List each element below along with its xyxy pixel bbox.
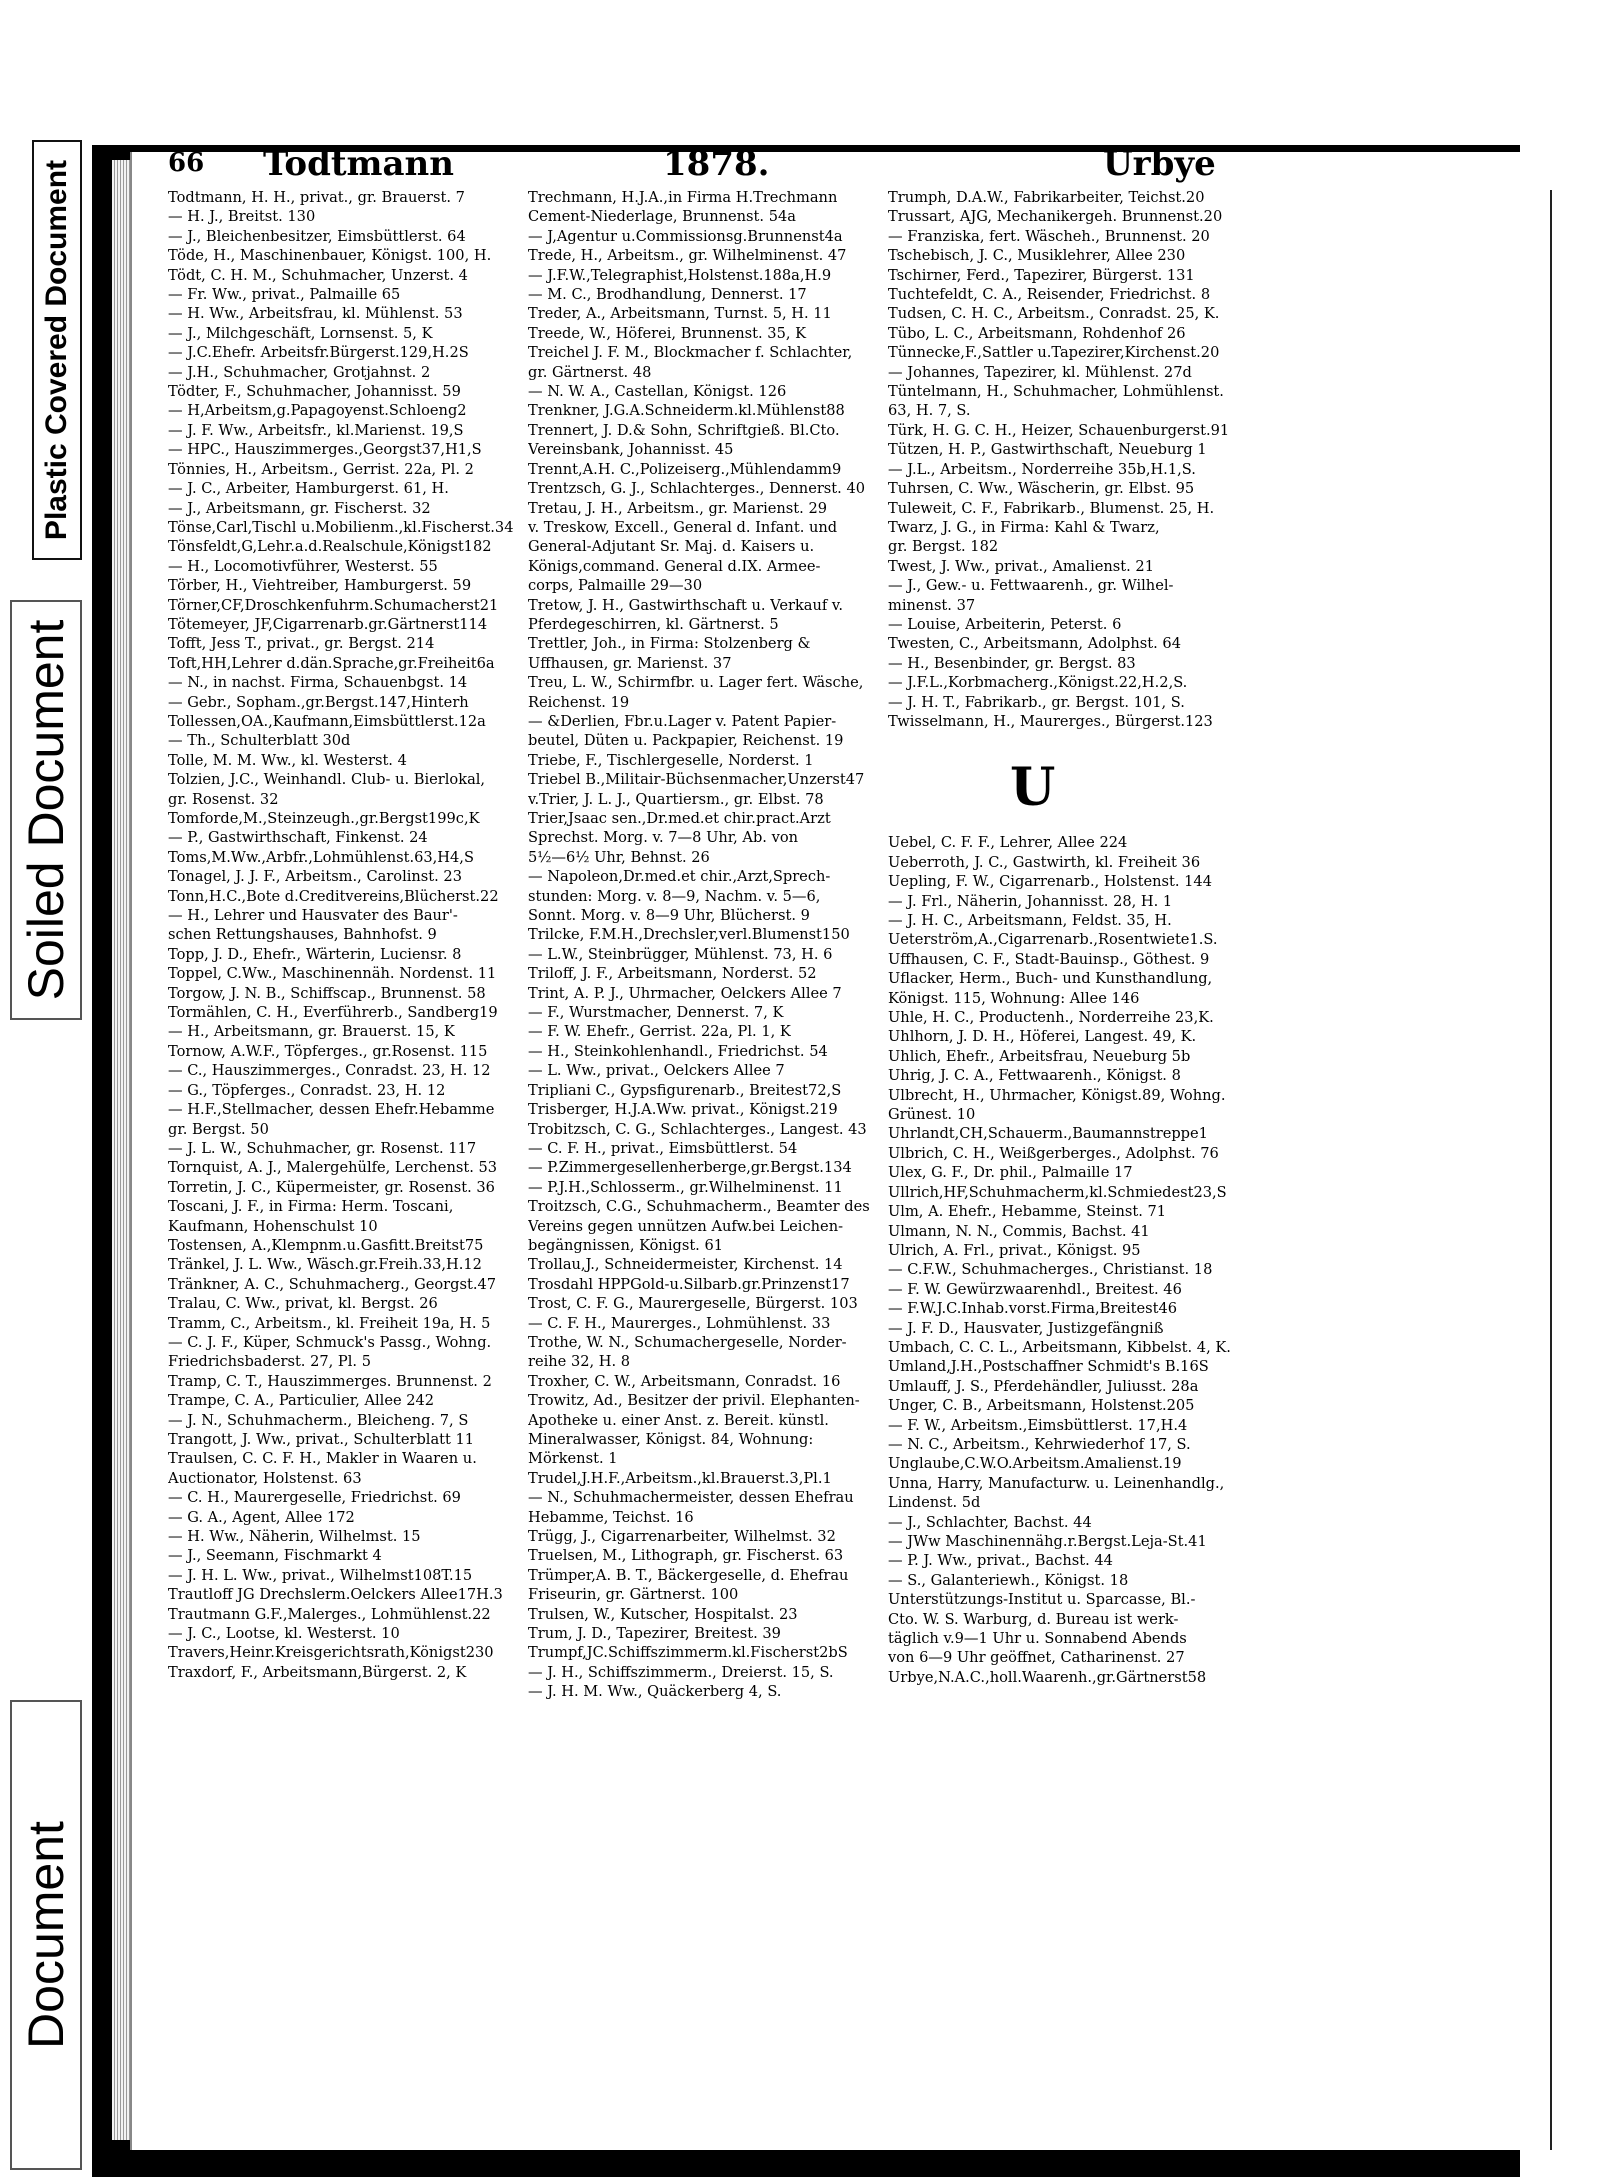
- directory-entry: — J.F.L.,Korbmacherg.,Königst.22,H.2,S.: [888, 674, 1188, 692]
- directory-entry: — L.W., Steinbrügger, Mühlenst. 73, H. 6: [528, 945, 833, 963]
- directory-entry: Tomforde,M.,Steinzeugh.,gr.Bergst199c,K: [168, 810, 480, 827]
- directory-entry: — J. H., Schiffszimmerm., Dreierst. 15, S.: [528, 1663, 834, 1681]
- scan-top-margin: [92, 0, 1600, 145]
- directory-entry: Ulmann, N. N., Commis, Bachst. 41: [888, 1222, 1150, 1240]
- directory-entry: Törner,CF,Droschkenfuhrm.Schumacherst21: [168, 596, 499, 614]
- directory-entry: — J. L. W., Schuhmacher, gr. Rosenst. 117: [168, 1139, 477, 1157]
- directory-entry: Friedrichsbaderst. 27, Pl. 5: [168, 1353, 371, 1371]
- tab-label-plastic: Plastic Covered Document: [40, 159, 73, 541]
- directory-entry: Törber, H., Viehtreiber, Hamburgerst. 59: [168, 577, 472, 595]
- directory-entry: Umbach, C. C. L., Arbeitsmann, Kibbelst. 4, K.: [888, 1338, 1231, 1356]
- directory-entry: Toppel, C.Ww., Maschinennäh. Nordenst. 11: [168, 965, 497, 983]
- directory-entry: — N. C., Arbeitsm., Kehrwiederhof 17, S.: [888, 1435, 1191, 1453]
- directory-entry: — H., Lehrer und Hausvater des Baur'-: [168, 907, 458, 925]
- directory-entry: — H. Ww., Arbeitsfrau, kl. Mühlenst. 53: [168, 305, 463, 323]
- directory-entry: — G. A., Agent, Allee 172: [168, 1508, 355, 1526]
- directory-entry: Torretin, J. C., Küpermeister, gr. Rosenst. 36: [168, 1178, 495, 1196]
- directory-entry: Tolzien, J.C., Weinhandl. Club- u. Bierlokal,: [168, 771, 486, 789]
- directory-entry: Trobitzsch, C. G., Schlachterges., Langest. 43: [528, 1120, 867, 1138]
- directory-entry: — C. J. F., Küper, Schmuck's Passg., Wohng.: [168, 1333, 492, 1351]
- directory-entry: Tolle, M. M. Ww., kl. Westerst. 4: [168, 751, 407, 769]
- directory-entry: beutel, Düten u. Packpapier, Reichenst. 19: [528, 732, 844, 750]
- header-year: 1878.: [663, 144, 770, 184]
- directory-entry: — N., in nachst. Firma, Schauenbgst. 14: [168, 674, 468, 692]
- directory-entry: Tonagel, J. J. F., Arbeitsm., Carolinst. 23: [168, 868, 463, 886]
- directory-entry: — H., Besenbinder, gr. Bergst. 83: [888, 654, 1136, 672]
- directory-entry: Tofft, Jess T., privat., gr. Bergst. 214: [168, 635, 435, 653]
- directory-entry: Tornquist, A. J., Malergehülfe, Lerchenst. 53: [168, 1159, 498, 1177]
- directory-entry: Tödter, F., Schuhmacher, Johannisst. 59: [168, 383, 461, 401]
- directory-entry: Trechmann, H.J.A.,in Firma H.Trechmann: [528, 189, 838, 206]
- directory-entry: Tormählen, C. H., Everführerb., Sandberg19: [168, 1004, 498, 1022]
- directory-entry: Tuhrsen, C. Ww., Wäscherin, gr. Elbst. 95: [888, 480, 1195, 498]
- directory-entry: Uhrlandt,CH,Schauerm.,Baumannstreppe1: [888, 1125, 1208, 1143]
- directory-entry: Tränkel, J. L. Ww., Wäsch.gr.Freih.33,H.12: [168, 1256, 482, 1274]
- directory-entry: Tollessen,OA.,Kaufmann,Eimsbüttlerst.12a: [168, 712, 486, 730]
- directory-entry: — J. F. D., Hausvater, Justizgefängniß: [888, 1319, 1164, 1337]
- directory-entry: Twisselmann, H., Maurerges., Bürgerst.123: [888, 712, 1213, 730]
- directory-entry: — C.F.W., Schuhmacherges., Christianst. 18: [888, 1261, 1213, 1279]
- directory-entry: Tramp, C. T., Hauszimmerges. Brunnenst. 2: [168, 1372, 492, 1390]
- directory-entry: Pferdegeschirren, kl. Gärtnerst. 5: [528, 615, 779, 633]
- directory-entry: — N., Schuhmachermeister, dessen Ehefrau: [528, 1489, 854, 1507]
- directory-entry: Unger, C. B., Arbeitsmann, Holstenst.205: [888, 1397, 1195, 1415]
- directory-entry: Topp, J. D., Ehefr., Wärterin, Luciensr. 8: [168, 945, 462, 963]
- directory-entry: Mineralwasser, Königst. 84, Wohnung:: [528, 1431, 814, 1448]
- directory-entry: Tötemeyer, JF,Cigarrenarb.gr.Gärtnerst114: [168, 615, 488, 633]
- directory-entry: Trangott, J. Ww., privat., Schulterblatt 11: [168, 1431, 475, 1448]
- directory-entry: minenst. 37: [888, 596, 976, 614]
- directory-entry: — L. Ww., privat., Oelckers Allee 7: [528, 1062, 785, 1080]
- directory-entry: Torgow, J. N. B., Schiffscap., Brunnenst. 58: [168, 984, 486, 1002]
- directory-entry: Trier,Jsaac sen.,Dr.med.et chir.pract.Arzt: [528, 810, 831, 827]
- directory-entry: — Fr. Ww., privat., Palmaille 65: [168, 286, 401, 304]
- directory-entry: Trilcke, F.M.H.,Drechsler,verl.Blumenst150: [528, 926, 850, 944]
- directory-entry: Trettler, Joh., in Firma: Stolzenberg &: [528, 635, 811, 653]
- directory-entry: Triloff, J. F., Arbeitsmann, Norderst. 52: [528, 965, 817, 983]
- directory-entry: Ulbrich, C. H., Weißgerberges., Adolphst. 76: [888, 1144, 1219, 1162]
- directory-entry: — C. H., Maurergeselle, Friedrichst. 69: [168, 1489, 461, 1507]
- directory-entry: reihe 32, H. 8: [528, 1353, 631, 1371]
- directory-entry: — Louise, Arbeiterin, Peterst. 6: [888, 615, 1122, 633]
- directory-entry: — H.F.,Stellmacher, dessen Ehefr.Hebamme: [168, 1101, 495, 1119]
- directory-entry: Trowitz, Ad., Besitzer der privil. Elephanten-: [528, 1392, 860, 1410]
- directory-entry: Urbye,N.A.C.,holl.Waarenh.,gr.Gärtnerst58: [888, 1668, 1207, 1686]
- directory-entry: Ueberroth, J. C., Gastwirth, kl. Freiheit 36: [888, 853, 1201, 871]
- directory-entry: — C. F. H., Maurerges., Lohmühlenst. 33: [528, 1314, 831, 1332]
- directory-entry: begängnissen, Königst. 61: [528, 1236, 724, 1254]
- directory-entry: — G., Töpferges., Conradst. 23, H. 12: [168, 1081, 446, 1099]
- directory-entry: Trum, J. D., Tapezirer, Breitest. 39: [528, 1625, 781, 1643]
- directory-entry: Tuleweit, C. F., Fabrikarb., Blumenst. 25, H.: [888, 499, 1215, 517]
- directory-entry: Friseurin, gr. Gärtnerst. 100: [528, 1586, 739, 1604]
- directory-entry: stunden: Morg. v. 8—9, Nachm. v. 5—6,: [528, 887, 821, 905]
- directory-entry: Trennert, J. D.& Sohn, Schriftgieß. Bl.Cto.: [528, 421, 840, 439]
- tab-label-soiled: Soiled Document: [18, 619, 74, 1001]
- directory-entry: Trennt,A.H. C.,Polizeiserg.,Mühlendamm9: [528, 460, 842, 478]
- directory-entry: — H., Locomotivführer, Westerst. 55: [168, 557, 438, 575]
- directory-entry: — J.L., Arbeitsm., Norderreihe 35b,H.1,S.: [888, 460, 1196, 478]
- directory-entry: v. Treskow, Excell., General d. Infant. und: [528, 518, 838, 536]
- directory-entry: Unna, Harry, Manufacturw. u. Leinenhandlg.,: [888, 1474, 1225, 1492]
- directory-entry: Tödt, C. H. M., Schuhmacher, Unzerst. 4: [168, 266, 468, 284]
- directory-column-3: [888, 188, 1268, 1687]
- tab-document[interactable]: [10, 1700, 82, 2170]
- directory-column-2: [528, 188, 886, 1702]
- directory-entry: — P.Zimmergesellenherberge,gr.Bergst.134: [528, 1159, 852, 1177]
- directory-entry: Troxher, C. W., Arbeitsmann, Conradst. 16: [528, 1372, 841, 1390]
- directory-entry: — J,Agentur u.Commissionsg.Brunnenst4a: [528, 227, 843, 245]
- directory-entry: gr. Bergst. 50: [168, 1120, 269, 1138]
- directory-entry: — J.H., Schuhmacher, Grotjahnst. 2: [168, 363, 431, 381]
- directory-entry: Treu, L. W., Schirmfbr. u. Lager fert. Wäsche,: [528, 674, 864, 692]
- directory-entry: Cement-Niederlage, Brunnenst. 54a: [528, 208, 796, 226]
- directory-entry: — J. Frl., Näherin, Johannisst. 28, H. 1: [888, 892, 1173, 910]
- directory-entry: Triebel B.,Militair-Büchsenmacher,Unzerst47: [528, 771, 865, 789]
- directory-entry: — C., Hauszimmerges., Conradst. 23, H. 12: [168, 1062, 491, 1080]
- directory-entry: — J. H. C., Arbeitsmann, Feldst. 35, H.: [888, 912, 1172, 929]
- directory-entry: Tünnecke,F.,Sattler u.Tapezirer,Kirchenst.20: [888, 344, 1220, 362]
- section-letter: U: [1010, 757, 1056, 819]
- tab-plastic-covered-document[interactable]: [32, 140, 82, 560]
- directory-entry: Trenkner, J.G.A.Schneiderm.kl.Mühlenst88: [528, 402, 845, 420]
- directory-entry: Tripliani C., Gypsfigurenarb., Breitest72,S: [528, 1081, 842, 1099]
- directory-entry: — J., Bleichenbesitzer, Eimsbüttlerst. 64: [168, 227, 466, 245]
- directory-entry: Sprechst. Morg. v. 7—8 Uhr, Ab. von: [528, 829, 799, 847]
- directory-entry: Tretow, J. H., Gastwirthschaft u. Verkauf v.: [528, 596, 844, 614]
- directory-entry: täglich v.9—1 Uhr u. Sonnabend Abends: [888, 1630, 1187, 1648]
- directory-entry: — H. J., Breitst. 130: [168, 208, 316, 226]
- directory-entry: Tuchtefeldt, C. A., Reisender, Friedrichst. 8: [888, 286, 1211, 304]
- directory-entry: Hebamme, Teichst. 16: [528, 1508, 694, 1526]
- directory-entry: Trothe, W. N., Schumachergeselle, Norder-: [528, 1333, 847, 1351]
- directory-entry: — C. F. H., privat., Eimsbüttlerst. 54: [528, 1139, 798, 1157]
- directory-entry: — N. W. A., Castellan, Königst. 126: [528, 383, 787, 401]
- directory-entry: 63, H. 7, S.: [888, 402, 971, 420]
- directory-entry: Treichel J. F. M., Blockmacher f. Schlachter,: [528, 344, 853, 362]
- directory-entry: Auctionator, Holstenst. 63: [168, 1469, 362, 1487]
- directory-entry: — F., Wurstmacher, Dennerst. 7, K: [528, 1004, 784, 1022]
- directory-entry: — J., Seemann, Fischmarkt 4: [168, 1547, 382, 1565]
- directory-entry: — P.J.H.,Schlosserm., gr.Wilhelminenst. 11: [528, 1178, 843, 1196]
- directory-entry: Trudel,J.H.F.,Arbeitsm.,kl.Brauerst.3,Pl.1: [528, 1469, 832, 1487]
- directory-entry: gr. Bergst. 182: [888, 538, 999, 556]
- directory-entry: Lindenst. 5d: [888, 1494, 981, 1512]
- directory-entry: Trede, H., Arbeitsm., gr. Wilhelminenst. 47: [528, 247, 847, 265]
- directory-entry: Ueterström,A.,Cigarrenarb.,Rosentwiete1.S.: [888, 931, 1218, 949]
- directory-entry: — S., Galanteriewh., Königst. 18: [888, 1571, 1129, 1589]
- directory-entry: — J., Milchgeschäft, Lornsenst. 5, K: [168, 324, 433, 342]
- directory-entry: v.Trier, J. L. J., Quartiersm., gr. Elbst. 78: [528, 790, 824, 808]
- directory-entry: Uebel, C. F. F., Lehrer, Allee 224: [888, 834, 1128, 852]
- directory-entry: — J. C., Lootse, kl. Westerst. 10: [168, 1625, 400, 1643]
- directory-entry: Traxdorf, F., Arbeitsmann,Bürgerst. 2, K: [168, 1663, 467, 1681]
- directory-entry: Trumph, D.A.W., Fabrikarbeiter, Teichst.20: [888, 189, 1205, 206]
- directory-entry: Trumpf,JC.Schiffszimmerm.kl.Fischerst2bS: [528, 1644, 848, 1662]
- directory-entry: Trautloff JG Drechslerm.Oelckers Allee17H.3: [168, 1586, 503, 1604]
- directory-entry: — J., Schlachter, Bachst. 44: [888, 1513, 1092, 1531]
- directory-entry: — Napoleon,Dr.med.et chir.,Arzt,Sprech-: [528, 868, 831, 886]
- directory-entry: Trint, A. P. J., Uhrmacher, Oelckers Allee 7: [528, 984, 842, 1002]
- directory-entry: Ulm, A. Ehefr., Hebamme, Steinst. 71: [888, 1203, 1167, 1221]
- column-3-top-entries: [888, 188, 1268, 731]
- directory-entry: Unterstützungs-Institut u. Sparcasse, Bl.-: [888, 1591, 1196, 1609]
- directory-entry: — J. C., Arbeiter, Hamburgerst. 61, H.: [168, 480, 449, 498]
- directory-entry: schen Rettungshauses, Bahnhofst. 9: [168, 926, 437, 944]
- page-header: [168, 144, 1228, 188]
- directory-entry: Tostensen, A.,Klempnm.u.Gasfitt.Breitst75: [168, 1236, 484, 1254]
- directory-entry: Umland,J.H.,Postschaffner Schmidt's B.16S: [888, 1358, 1209, 1376]
- header-left-keyword: Todtmann: [263, 144, 455, 184]
- directory-entry: Ulex, G. F., Dr. phil., Palmaille 17: [888, 1164, 1133, 1182]
- directory-entry: — H. Ww., Näherin, Wilhelmst. 15: [168, 1528, 421, 1546]
- directory-entry: — J. H. T., Fabrikarb., gr. Bergst. 101, S.: [888, 693, 1185, 711]
- directory-entry: Troitzsch, C.G., Schuhmacherm., Beamter des: [528, 1198, 870, 1216]
- directory-entry: Trentzsch, G. J., Schlachterges., Dennerst. 40: [528, 480, 866, 498]
- directory-entry: — J.C.Ehefr. Arbeitsfr.Bürgerst.129,H.2S: [168, 344, 469, 362]
- directory-entry: Trümper,A. B. T., Bäckergeselle, d. Ehefrau: [528, 1566, 849, 1584]
- page-number: 66: [168, 148, 205, 178]
- directory-entry: — HPC., Hauszimmerges.,Georgst37,H1,S: [168, 441, 482, 459]
- directory-entry: corps, Palmaille 29—30: [528, 577, 703, 595]
- directory-entry: Trost, C. F. G., Maurergeselle, Bürgerst. 103: [528, 1295, 858, 1313]
- directory-entry: General-Adjutant Sr. Maj. d. Kaisers u.: [528, 538, 815, 556]
- directory-entry: Mörkenst. 1: [528, 1450, 618, 1468]
- directory-entry: Vereinsbank, Johannisst. 45: [528, 441, 734, 459]
- directory-entry: Truelsen, M., Lithograph, gr. Fischerst. 63: [528, 1547, 844, 1565]
- directory-entry: Tränkner, A. C., Schuhmacherg., Georgst.47: [168, 1275, 497, 1293]
- directory-entry: Twesten, C., Arbeitsmann, Adolphst. 64: [888, 635, 1181, 653]
- directory-entry: Travers,Heinr.Kreisgerichtsrath,Königst230: [168, 1644, 494, 1662]
- directory-entry: — J. N., Schuhmacherm., Bleicheng. 7, S: [168, 1411, 469, 1429]
- directory-entry: Sonnt. Morg. v. 8—9 Uhr, Blücherst. 9: [528, 907, 810, 925]
- directory-entry: Trisberger, H.J.A.Ww. privat., Königst.219: [528, 1101, 838, 1119]
- directory-entry: Kaufmann, Hohenschulst 10: [168, 1217, 378, 1235]
- directory-entry: Trussart, AJG, Mechanikergeh. Brunnenst.20: [888, 208, 1223, 226]
- directory-entry: Töde, H., Maschinenbauer, Königst. 100, H.: [168, 247, 492, 265]
- directory-entry: Toscani, J. F., in Firma: Herm. Toscani,: [168, 1198, 454, 1216]
- directory-entry: — Johannes, Tapezirer, kl. Mühlenst. 27d: [888, 363, 1192, 381]
- directory-entry: Uhlhorn, J. D. H., Höferei, Langest. 49, K.: [888, 1028, 1197, 1046]
- directory-entry: Uhlich, Ehefr., Arbeitsfrau, Neueburg 5b: [888, 1047, 1191, 1065]
- directory-entry: Trampe, C. A., Particulier, Allee 242: [168, 1392, 435, 1410]
- directory-entry: von 6—9 Uhr geöffnet, Catharinenst. 27: [888, 1649, 1185, 1667]
- directory-entry: Tübo, L. C., Arbeitsmann, Rohdenhof 26: [888, 324, 1186, 342]
- directory-entry: Treder, A., Arbeitsmann, Turnst. 5, H. 11: [528, 305, 832, 323]
- directory-entry: Traulsen, C. C. F. H., Makler in Waaren u.: [168, 1450, 477, 1468]
- directory-entry: Triebe, F., Tischlergeselle, Norderst. 1: [528, 751, 814, 769]
- directory-entry: Todtmann, H. H., privat., gr. Brauerst. 7: [168, 189, 465, 206]
- directory-entry: — F.W.J.C.Inhab.vorst.Firma,Breitest46: [888, 1300, 1178, 1318]
- directory-entry: gr. Rosenst. 32: [168, 790, 279, 808]
- directory-entry: Uhrig, J. C. A., Fettwaarenh., Königst. 8: [888, 1067, 1181, 1085]
- directory-entry: Tramm, C., Arbeitsm., kl. Freiheit 19a, H. 5: [168, 1314, 491, 1332]
- directory-entry: Tretau, J. H., Arbeitsm., gr. Marienst. 29: [528, 499, 828, 517]
- directory-entry: — F. W., Arbeitsm.,Eimsbüttlerst. 17,H.4: [888, 1416, 1188, 1434]
- directory-entry: Tschebisch, J. C., Musiklehrer, Allee 230: [888, 247, 1186, 265]
- directory-entry: Tudsen, C. H. C., Arbeitsm., Conradst. 25, K.: [888, 305, 1220, 323]
- directory-entry: — Gebr., Sopham.,gr.Bergst.147,Hinterh: [168, 693, 469, 711]
- directory-entry: Trollau,J., Schneidermeister, Kirchenst. 14: [528, 1256, 843, 1274]
- directory-entry: Trügg, J., Cigarrenarbeiter, Wilhelmst. 32: [528, 1528, 836, 1546]
- directory-entry: Tützen, H. P., Gastwirthschaft, Neueburg 1: [888, 441, 1207, 459]
- directory-entry: Tonn,H.C.,Bote d.Creditvereins,Blücherst.22: [168, 887, 499, 905]
- directory-entry: — F. W. Ehefr., Gerrist. 22a, Pl. 1, K: [528, 1023, 791, 1041]
- directory-entry: — H., Steinkohlenhandl., Friedrichst. 54: [528, 1042, 828, 1060]
- directory-entry: Toft,HH,Lehrer d.dän.Sprache,gr.Freiheit6a: [168, 654, 495, 672]
- directory-entry: — P., Gastwirthschaft, Finkenst. 24: [168, 829, 428, 847]
- directory-entry: Treede, W., Höferei, Brunnenst. 35, K: [528, 324, 807, 342]
- directory-entry: — J. H. M. Ww., Quäckerberg 4, S.: [528, 1683, 782, 1701]
- directory-entry: — Th., Schulterblatt 30d: [168, 732, 351, 750]
- directory-entry: Umlauff, J. S., Pferdehändler, Juliusst. 28a: [888, 1377, 1199, 1395]
- directory-entry: — J., Arbeitsmann, gr. Fischerst. 32: [168, 499, 431, 517]
- directory-entry: Trulsen, W., Kutscher, Hospitalst. 23: [528, 1605, 798, 1623]
- sidebar-tabs: [0, 0, 92, 2177]
- directory-entry: Tornow, A.W.F., Töpferges., gr.Rosenst. 115: [168, 1042, 488, 1060]
- directory-entry: — J.F.W.,Telegraphist,Holstenst.188a,H.9: [528, 266, 832, 284]
- directory-entry: — H., Arbeitsmann, gr. Brauerst. 15, K: [168, 1023, 455, 1041]
- directory-entry: — J. F. Ww., Arbeitsfr., kl.Marienst. 19,S: [168, 421, 464, 439]
- directory-entry: 5½—6½ Uhr, Behnst. 26: [528, 848, 710, 866]
- tab-soiled-document[interactable]: [10, 600, 82, 1020]
- directory-entry: Tönsfeldt,G,Lehr.a.d.Realschule,Königst182: [168, 538, 492, 556]
- directory-entry: Uffhausen, gr. Marienst. 37: [528, 654, 732, 672]
- directory-entry: — &Derlien, Fbr.u.Lager v. Patent Papier-: [528, 712, 837, 730]
- directory-entry: Türk, H. G. C. H., Heizer, Schauenburgerst.91: [888, 421, 1230, 439]
- column-3-bottom-entries: [888, 833, 1268, 1687]
- next-page-edge: [1550, 190, 1600, 2150]
- directory-entry: — JWw Maschinennähg.r.Bergst.Leja-St.41: [888, 1533, 1207, 1550]
- directory-entry: Cto. W. S. Warburg, d. Bureau ist werk-: [888, 1610, 1179, 1628]
- directory-entry: Uhle, H. C., Productenh., Norderreihe 23,K.: [888, 1009, 1214, 1027]
- directory-column-1: [168, 188, 526, 1682]
- directory-entry: — P. J. Ww., privat., Bachst. 44: [888, 1552, 1113, 1570]
- directory-entry: Ulrich, A. Frl., privat., Königst. 95: [888, 1241, 1141, 1259]
- directory-entry: Tönse,Carl,Tischl u.Mobilienm.,kl.Fischerst.34: [168, 518, 514, 536]
- directory-entry: Ulbrecht, H., Uhrmacher, Königst.89, Wohng.: [888, 1086, 1226, 1104]
- directory-entry: — Franziska, fert. Wäscheh., Brunnenst. 20: [888, 227, 1210, 245]
- directory-entry: — M. C., Brodhandlung, Dennerst. 17: [528, 286, 807, 304]
- directory-entry: — J., Gew.- u. Fettwaarenh., gr. Wilhel-: [888, 577, 1174, 595]
- directory-entry: Twarz, J. G., in Firma: Kahl & Twarz,: [888, 518, 1160, 536]
- header-right-keyword: Urbye: [1103, 144, 1216, 184]
- directory-entry: Apotheke u. einer Anst. z. Bereit. künstl.: [528, 1411, 829, 1429]
- directory-entry: Twest, J. Ww., privat., Amalienst. 21: [888, 557, 1155, 575]
- directory-entry: Tralau, C. Ww., privat, kl. Bergst. 26: [168, 1295, 438, 1313]
- directory-entry: Uflacker, Herm., Buch- und Kunsthandlung,: [888, 970, 1213, 988]
- directory-entry: Königs,command. General d.IX. Armee-: [528, 557, 821, 575]
- directory-entry: — H,Arbeitsm,g.Papagoyenst.Schloeng2: [168, 402, 467, 420]
- directory-entry: Trosdahl HPPGold-u.Silbarb.gr.Prinzenst17: [528, 1275, 850, 1293]
- directory-entry: gr. Gärtnerst. 48: [528, 363, 652, 381]
- directory-entry: Tüntelmann, H., Schuhmacher, Lohmühlenst.: [888, 383, 1224, 401]
- directory-entry: Trautmann G.F.,Malerges., Lohmühlenst.22: [168, 1605, 491, 1623]
- directory-entry: Unglaube,C.W.O.Arbeitsm.Amalienst.19: [888, 1455, 1182, 1473]
- directory-entry: — J. H. L. Ww., privat., Wilhelmst108T.15: [168, 1566, 473, 1584]
- directory-entry: Reichenst. 19: [528, 693, 630, 711]
- directory-entry: Königst. 115, Wohnung: Allee 146: [888, 989, 1140, 1007]
- directory-entry: Toms,M.Ww.,Arbfr.,Lohmühlenst.63,H4,S: [168, 848, 474, 866]
- directory-entry: Ullrich,HF,Schuhmacherm,kl.Schmiedest23,S: [888, 1183, 1227, 1201]
- directory-entry: Tschirner, Ferd., Tapezirer, Bürgerst. 131: [888, 266, 1195, 284]
- directory-entry: — F. W. Gewürzwaarenhdl., Breitest. 46: [888, 1280, 1182, 1298]
- directory-entry: Vereins gegen unnützen Aufw.bei Leichen-: [528, 1217, 844, 1235]
- directory-entry: Uffhausen, C. F., Stadt-Bauinsp., Göthest. 9: [888, 950, 1210, 968]
- tab-label-document: Document: [18, 1821, 74, 2049]
- directory-entry: Uepling, F. W., Cigarrenarb., Holstenst. 144: [888, 873, 1212, 891]
- directory-entry: Tönnies, H., Arbeitsm., Gerrist. 22a, Pl. 2: [168, 460, 474, 478]
- directory-entry: Grünest. 10: [888, 1106, 976, 1124]
